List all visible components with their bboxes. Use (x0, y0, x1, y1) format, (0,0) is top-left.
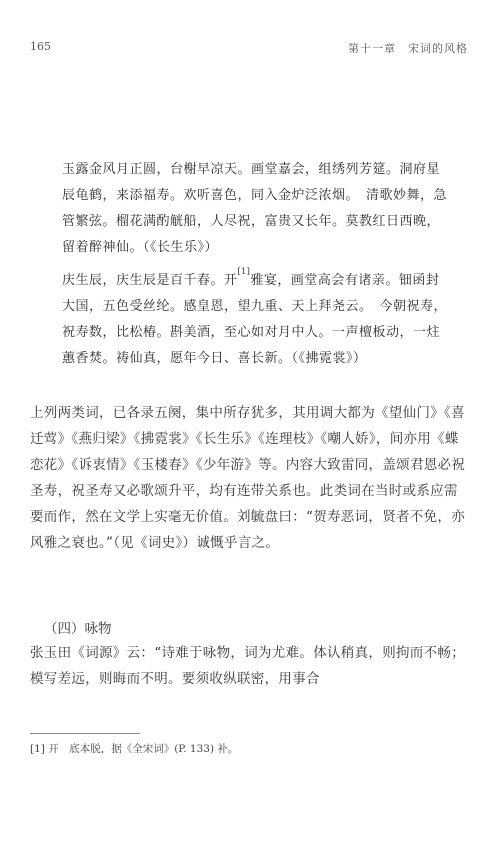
quoted-poem-funichang (62, 268, 450, 372)
poem-text: 玉露金风月正圆，台榭早凉天。画堂嘉会，组绣列芳筵。洞府星辰龟鹤，来添福寿。欢听喜色，同入金炉泛浓烟。 清歌妙舞，急管繁弦。榴花满酌觥船，人尽祝，富贵又长年。莫教红日西晚，留着醉神仙。（《长生乐》） (62, 162, 448, 255)
footnote-divider (30, 733, 140, 734)
body-paragraph-1 (30, 400, 470, 556)
poem-text-part2: 雅宴，画堂高会有诸亲。钿函封大国，五色受丝纶。感皇恩，望九重、天上拜尧云。 今朝祝寿，祝寿数，比松椿。斟美酒，至心如对月中人。一声檀板动，一炷蕙香焚。祷仙真，愿年今日、喜长新。（《拂霓裳》） (62, 273, 448, 366)
paragraph-text: 上列两类词，已各录五阕，集中所存犹多，其用调大都为《望仙门》《喜迁莺》《燕归梁》《拂霓裳》《长生乐》《连理枝》《嘲人娇》，间亦用《蝶恋花》《诉衷情》《玉楼春》《少年游》等。内容大致雷同，盖颂君恩必祝圣寿，祝圣寿又必歌颂升平，均有连带关系也。此类词在当时或系应需要而作，然在文学上实毫无价值。刘毓盘曰：“贺寿恶词，贤者不免，亦风雅之衰也。”（见《词史》）诚慨乎言之。 (30, 405, 466, 551)
page-number: 165 (30, 40, 51, 53)
page-header (30, 40, 468, 58)
poem-text-part1: 庆生辰，庆生辰是百千春。开 (62, 273, 238, 288)
poem-text (62, 268, 450, 372)
body-paragraph-2 (30, 640, 470, 692)
running-title: 第十一章 宋词的风格 (348, 42, 468, 55)
footnote: [1] 开 底本脱，据《全宋词》(P. 133) 补。 (30, 743, 239, 755)
footnote-marker[interactable]: [1] (237, 267, 251, 276)
quoted-poem-changshengle (62, 157, 450, 261)
paragraph-text: 张玉田《词源》云：“诗难于咏物，词为尤难。体认稍真，则拘而不畅；模写差远，则晦而不明。要须收纵联密，用事合 (30, 645, 466, 687)
section-heading: （四）咏物 (44, 621, 112, 637)
